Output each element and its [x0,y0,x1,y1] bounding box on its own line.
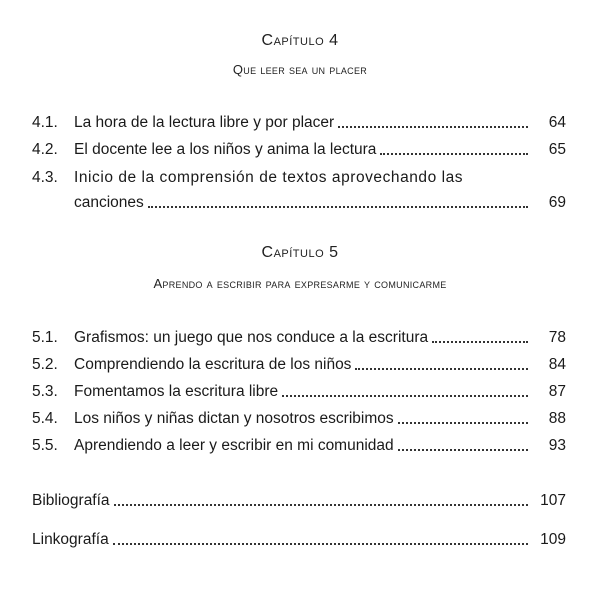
dot-leader [380,152,528,155]
toc-entry-5-3[interactable] [32,382,566,402]
toc-entry-5-5[interactable] [32,436,566,456]
dot-leader [432,340,528,343]
toc-page-number: 93 [548,437,566,454]
dot-leader [398,448,528,451]
dot-leader [148,205,528,208]
dot-leader [282,394,528,397]
toc-title: Aprendiendo a leer y escribir en mi comunidad [74,437,394,454]
toc-entry-5-4[interactable] [32,409,566,429]
chapter-4-subtitle: Que leer sea un placer [232,62,368,77]
toc-number: 4.3. [32,169,58,186]
toc-entry-linkografia[interactable] [32,530,566,550]
toc-title: Comprendiendo la escritura de los niños [74,356,352,373]
chapter-5-title: Capítulo 5 [261,244,339,261]
toc-entry-5-2[interactable] [32,355,566,375]
toc-page-number: 109 [540,531,566,548]
toc-page-number: 107 [540,492,566,509]
toc-number: 5.3. [32,383,58,400]
toc-title: Inicio de la comprensión de textos aprovechando las [74,169,464,186]
toc-title: Grafismos: un juego que nos conduce a la escritura [74,329,429,346]
dot-leader [355,367,528,370]
dot-leader [113,542,528,545]
toc-entry-4-1[interactable] [32,113,566,133]
dot-leader [114,503,528,506]
toc-page-number: 84 [548,356,566,373]
toc-title: Los niños y niñas dictan y nosotros escribimos [74,410,394,427]
toc-title: Bibliografía [32,492,110,509]
toc-page-number: 69 [548,194,566,211]
toc-number: 4.2. [32,141,58,158]
chapter-4-title: Capítulo 4 [261,32,339,49]
toc-page-number: 88 [548,410,566,427]
toc-entry-4-2[interactable] [32,140,566,160]
dot-leader [338,125,528,128]
toc-title: Fomentamos la escritura libre [74,383,279,400]
toc-page-number: 87 [548,383,566,400]
toc-entry-bibliografia[interactable] [32,491,566,511]
toc-title: La hora de la lectura libre y por placer [74,114,335,131]
dot-leader [398,421,528,424]
toc-number: 5.2. [32,356,58,373]
toc-entry-4-3-continuation[interactable] [32,193,566,213]
toc-number: 5.5. [32,437,58,454]
toc-title: Linkografía [32,531,109,548]
toc-title-continuation: canciones [74,194,144,211]
toc-entry-4-3[interactable] [32,168,566,188]
toc-number: 5.4. [32,410,58,427]
toc-page-number: 64 [548,114,566,131]
toc-title: El docente lee a los niños y anima la lectura [74,141,377,158]
toc-entry-5-1[interactable] [32,328,566,348]
toc-number: 5.1. [32,329,58,346]
toc-page-number: 78 [548,329,566,346]
toc-page-number: 65 [548,141,566,158]
chapter-5-subtitle: Aprendo a escribir para expresarme y comunicarme [153,276,447,291]
toc-number: 4.1. [32,114,58,131]
